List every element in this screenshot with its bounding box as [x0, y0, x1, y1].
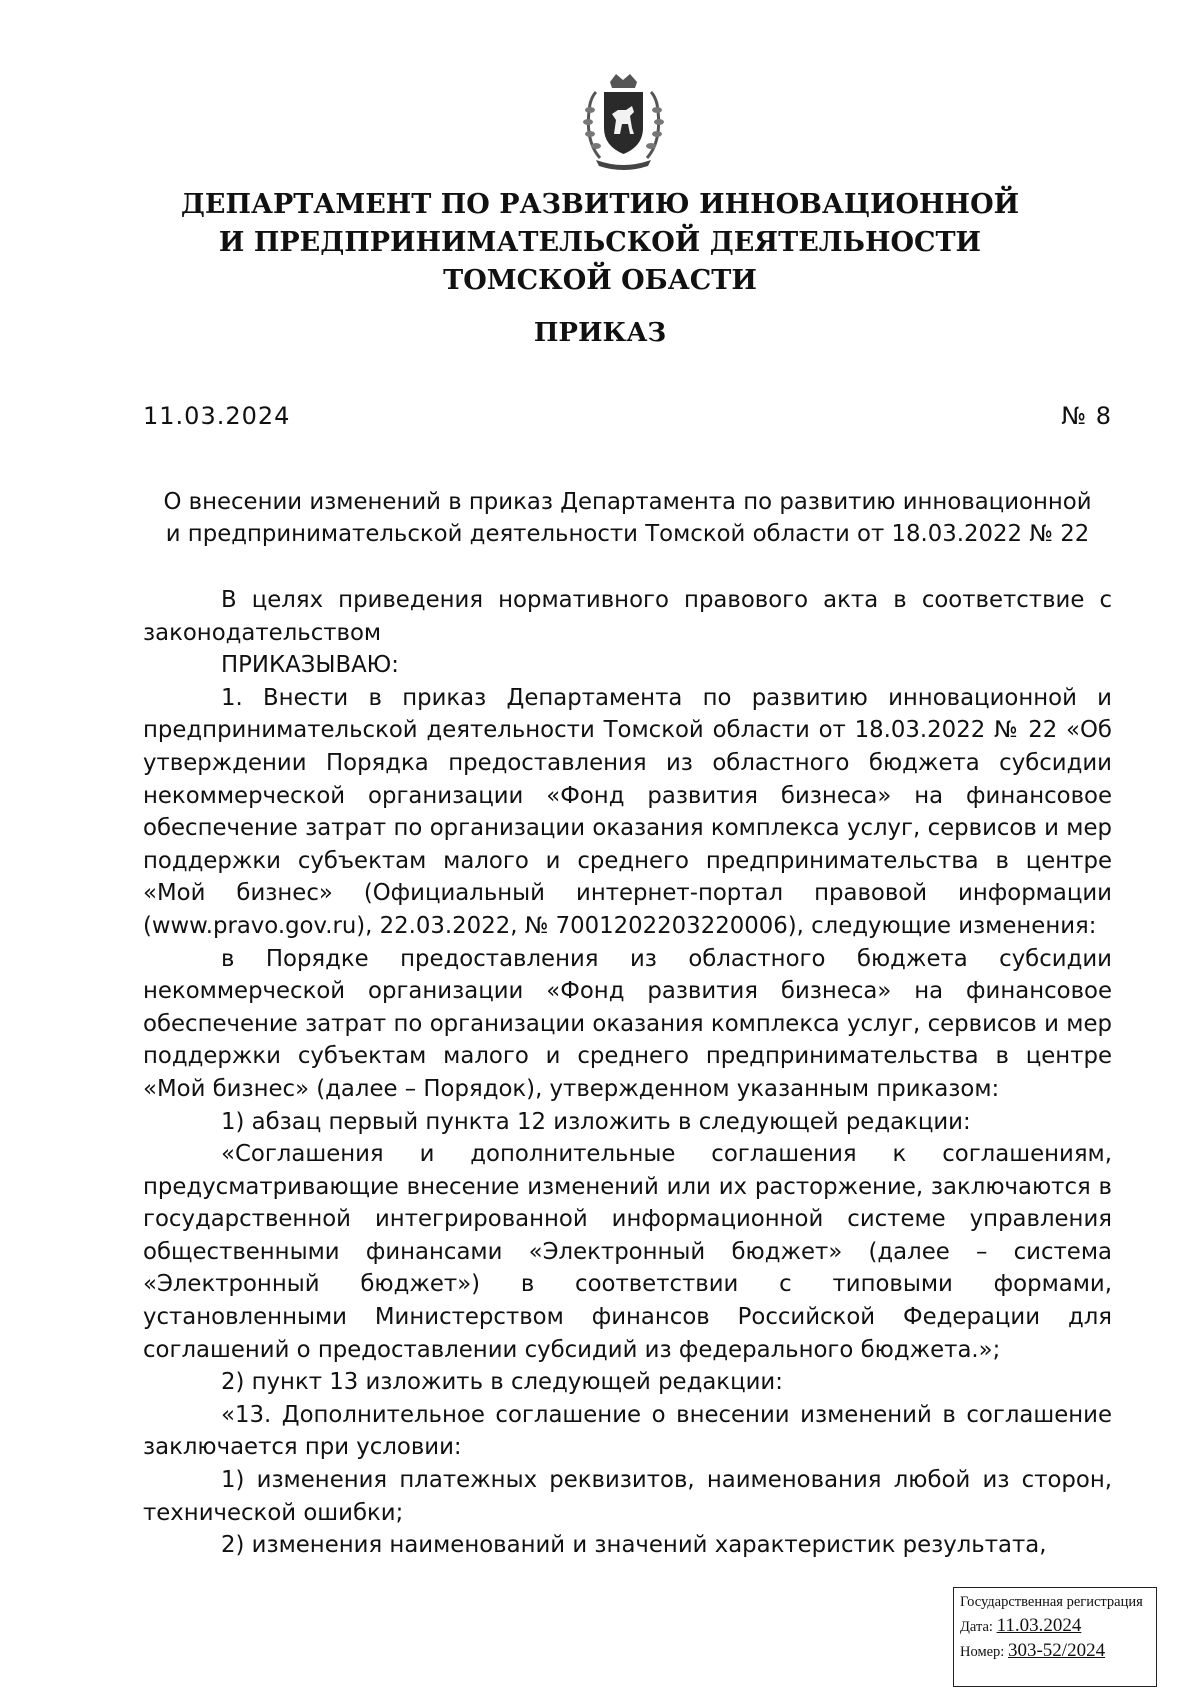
- registration-heading: Государственная регистрация: [960, 1594, 1143, 1610]
- paragraph-order: ПРИКАЗЫВАЮ:: [221, 652, 399, 679]
- order-title: [143, 486, 1112, 550]
- registration-stamp: [953, 1587, 1157, 1687]
- paragraph-purpose: В целях приведения нормативного правового акта в соответствие с законодательством: [143, 587, 1112, 646]
- paragraph-subitem-1: 1) абзац первый пункта 12 изложить в следующей редакции:: [221, 1108, 971, 1135]
- registration-date-value: 11.03.2024: [996, 1615, 1082, 1636]
- paragraph-condition-2: 2) изменения наименований и значений характеристик результата,: [221, 1532, 1047, 1559]
- paragraph-condition-1: 1) изменения платежных реквизитов, наименования любой из сторон, технической ошибки;: [143, 1467, 1112, 1526]
- order-number: № 8: [1061, 402, 1112, 430]
- tomsk-oblast-coat-of-arms-icon: [566, 70, 681, 170]
- order-body: [143, 584, 1112, 1562]
- order-title-line-1: О внесении изменений в приказ Департамента по развитию инновационной: [163, 489, 1092, 515]
- registration-number-row: [960, 1639, 1150, 1664]
- registration-number-label: Номер:: [960, 1644, 1005, 1660]
- order-date: 11.03.2024: [143, 402, 291, 430]
- registration-date-label: Дата:: [960, 1619, 993, 1635]
- paragraph-quote-13: «13. Дополнительное соглашение о внесении изменений в соглашение заключается при условии:: [143, 1401, 1112, 1461]
- organization-name: [150, 186, 1050, 300]
- paragraph-item-1: 1. Внести в приказ Департамента по развитию инновационной и предпринимательской деятельности Томской области от 18.03.2022 № 22 «Об утверждении Порядка предоставления из областного бюджета субсидии некоммерческой организации «Фонд развития бизнеса» на финансовое обеспечение затрат по организации оказания комплекса услуг, сервисов и мер поддержки субъектам малого и среднего предпринимательства в центре «Мой бизнес» (Официальный интернет-портал правовой информации (www.pravo.gov.ru), 22.03.2022, № 7001202203220006), следующие изменения:: [143, 684, 1112, 939]
- registration-date-row: [960, 1614, 1150, 1639]
- org-line-1: ДЕПАРТАМЕНТ ПО РАЗВИТИЮ ИННОВАЦИОННОЙ: [180, 189, 1020, 220]
- date-number-line: [143, 402, 1112, 436]
- paragraph-procedure: в Порядке предоставления из областного бюджета субсидии некоммерческой организации «Фонд развития бизнеса» на финансовое обеспечение затрат по организации оказания комплекса услуг, сервисов и мер поддержки субъектам малого и среднего предпринимательства в центре «Мой бизнес» (далее – Порядок), утвержденном указанным приказом:: [143, 945, 1112, 1102]
- org-line-2: И ПРЕДПРИНИМАТЕЛЬСКОЙ ДЕЯТЕЛЬНОСТИ: [218, 227, 982, 258]
- paragraph-quote-agreements: «Соглашения и дополнительные соглашения к соглашениям, предусматривающие внесение изменений или их расторжение, заключаются в государственной интегрированной информационной системе управления общественными финансами «Электронный бюджет» (далее – система «Электронный бюджет») в соответствии с типовыми формами, установленными Министерством финансов Российской Федерации для соглашений о предоставлении субсидий из федерального бюджета.»;: [143, 1141, 1112, 1363]
- paragraph-subitem-2: 2) пункт 13 изложить в следующей редакции:: [221, 1369, 783, 1396]
- document-type: ПРИКАЗ: [533, 318, 667, 348]
- org-line-3: ТОМСКОЙ ОБАСТИ: [443, 265, 757, 296]
- order-title-line-2: и предпринимательской деятельности Томской области от 18.03.2022 № 22: [165, 521, 1090, 547]
- registration-number-value: 303-52/2024: [1007, 1640, 1106, 1661]
